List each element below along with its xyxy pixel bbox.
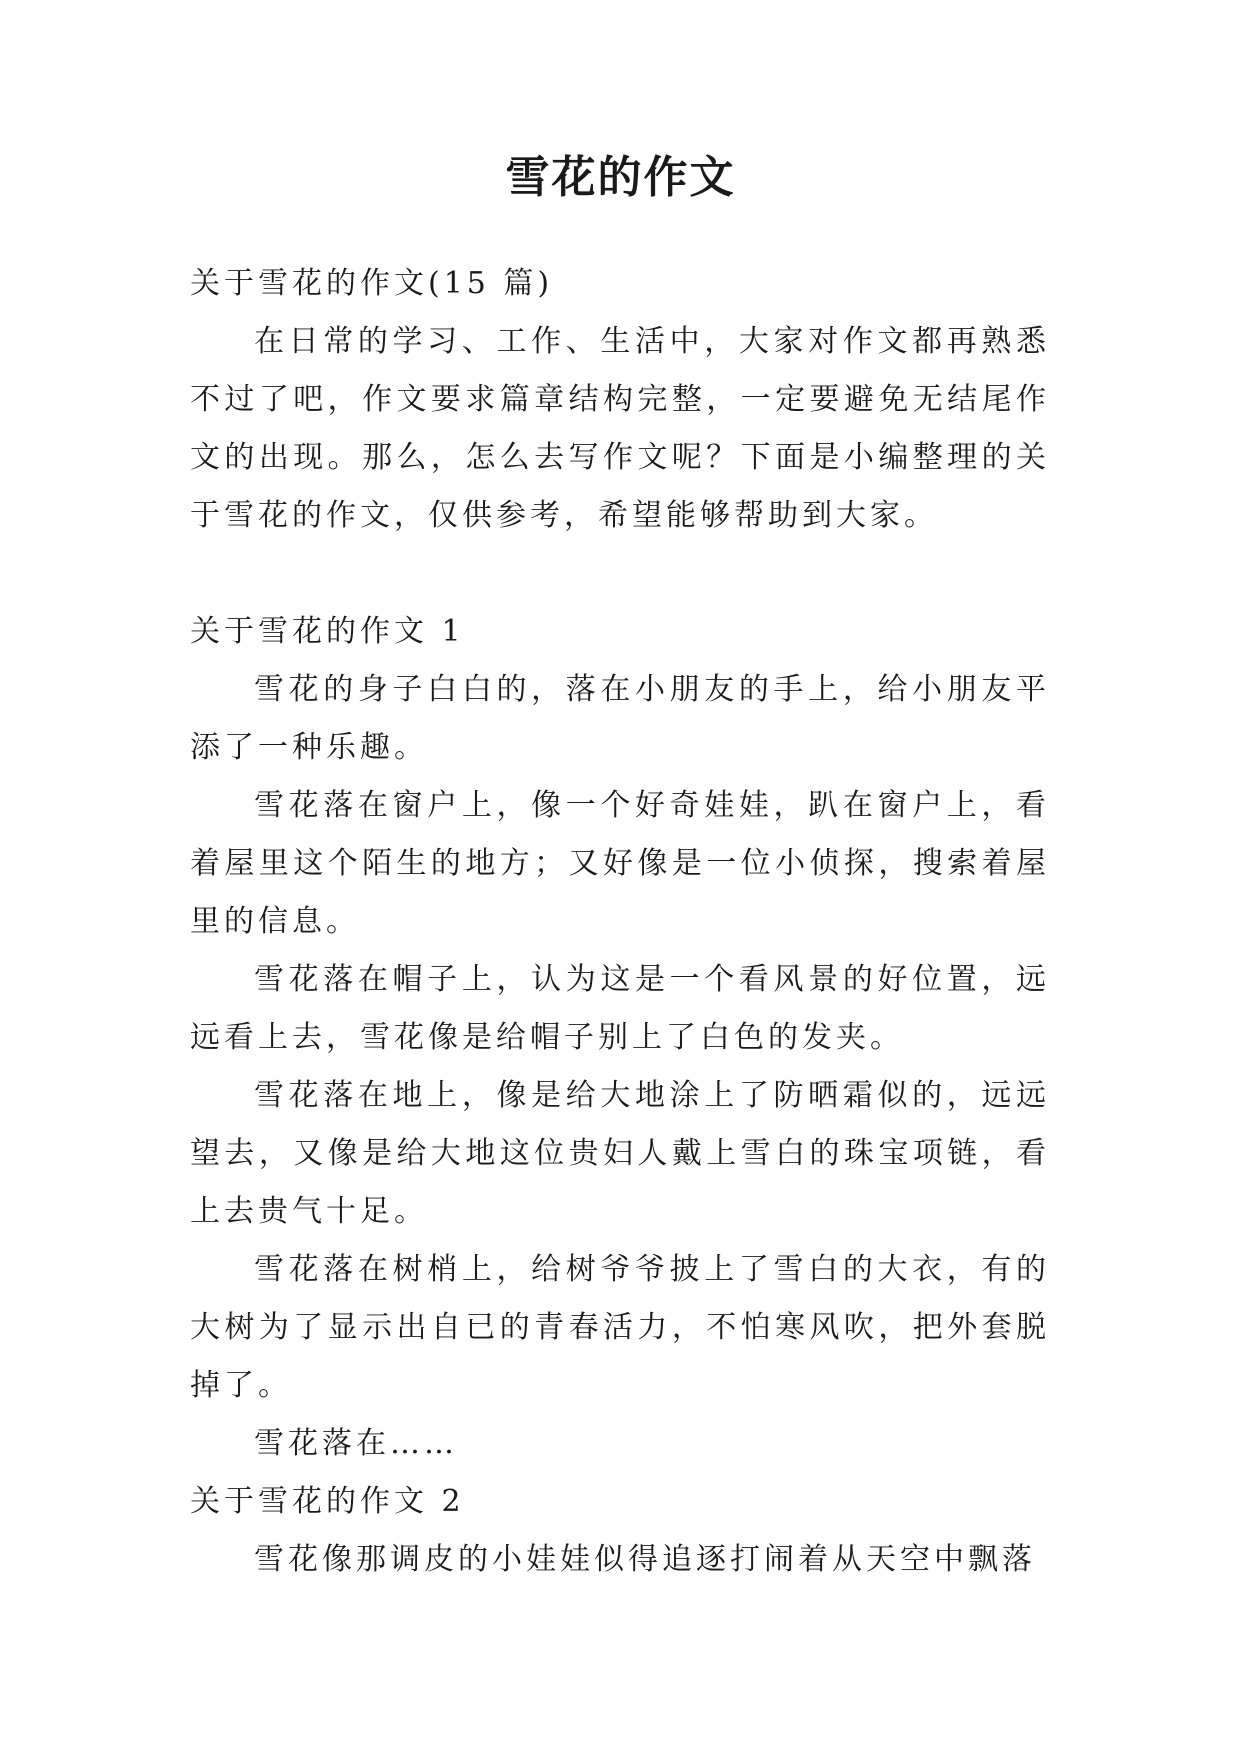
- essay-1-paragraph: 雪花落在帽子上，认为这是一个看风景的好位置，远远看上去，雪花像是给帽子别上了白色的发夹。: [190, 962, 1050, 1055]
- essay-1-paragraph: 雪花落在……: [254, 1426, 458, 1461]
- document-title: 雪花的作文: [505, 152, 736, 203]
- document-body: [190, 255, 1050, 1589]
- essay-1-paragraph: 雪花落在树梢上，给树爷爷披上了雪白的大衣，有的大树为了显示出自已的青春活力，不怕寒风吹，把外套脱掉了。: [190, 1252, 1050, 1403]
- intro-paragraph: 在日常的学习、工作、生活中，大家对作文都再熟悉不过了吧，作文要求篇章结构完整，一定要避免无结尾作文的出现。那么，怎么去写作文呢？下面是小编整理的关于雪花的作文，仅供参考，希望能够帮助到大家。: [190, 324, 1050, 533]
- essay-1-paragraph: 雪花落在窗户上，像一个好奇娃娃，趴在窗户上，看着屋里这个陌生的地方；又好像是一位小侦探，搜索着屋里的信息。: [190, 788, 1050, 939]
- series-heading: 关于雪花的作文(15 篇): [190, 266, 554, 301]
- section-spacer: [190, 545, 1050, 603]
- essay-1-paragraph: 雪花的身子白白的，落在小朋友的手上，给小朋友平添了一种乐趣。: [190, 672, 1050, 765]
- essay-1-paragraph: 雪花落在地上，像是给大地涂上了防晒霜似的，远远望去，又像是给大地这位贵妇人戴上雪白的珠宝项链，看上去贵气十足。: [190, 1078, 1050, 1229]
- essay-1-heading: 关于雪花的作文 1: [190, 614, 465, 649]
- essay-2-heading: 关于雪花的作文 2: [190, 1484, 465, 1519]
- essay-2-paragraph: 雪花像那调皮的小娃娃似得追逐打闹着从天空中飘落: [254, 1542, 1036, 1577]
